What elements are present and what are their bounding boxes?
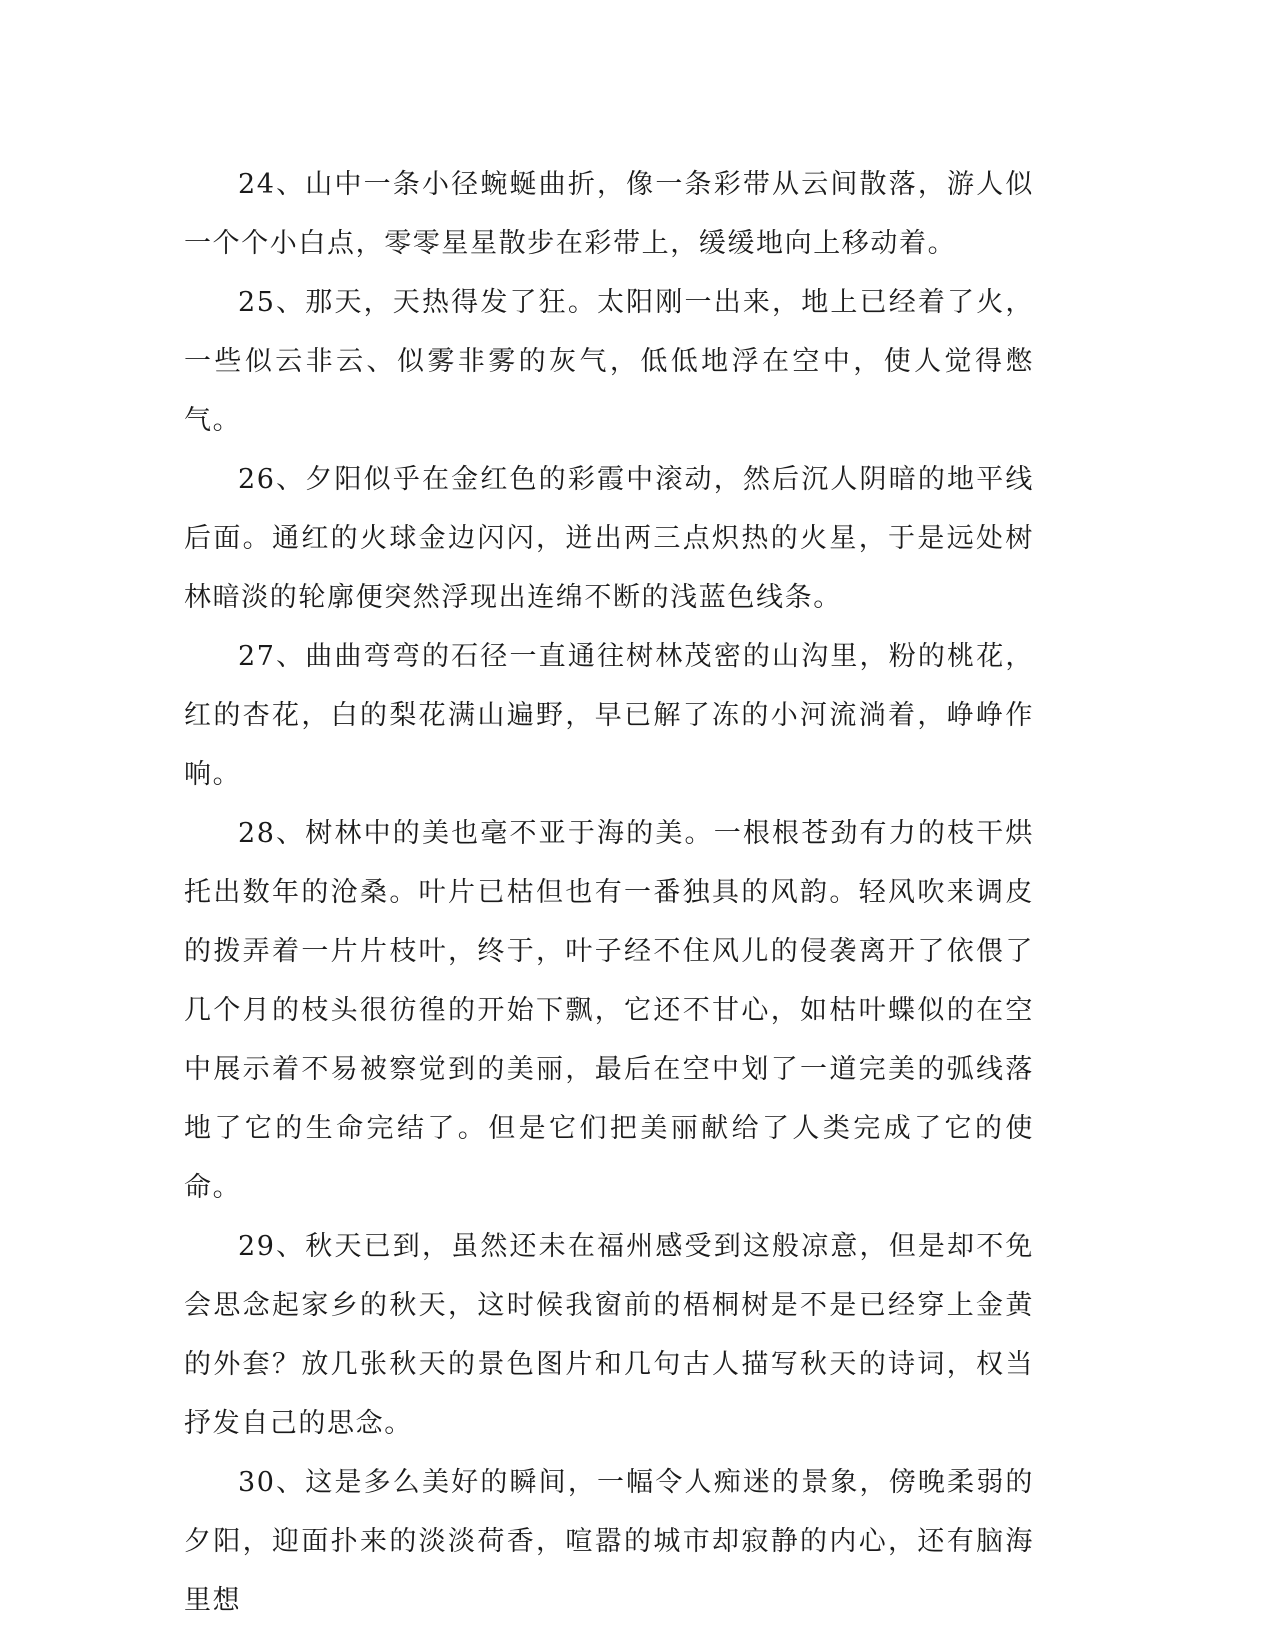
paragraph-27: 27、曲曲弯弯的石径一直通往树林茂密的山沟里，粉的桃花，红的杏花，白的梨花满山遍野，早已解了冻的小河流淌着，峥峥作响。 [184,641,1034,790]
paragraph-29: 29、秋天已到，虽然还未在福州感受到这般凉意，但是却不免会思念起家乡的秋天，这时候我窗前的梧桐树是不是已经穿上金黄的外套？放几张秋天的景色图片和几句古人描写秋天的诗词，权当抒发自己的思念。 [184,1231,1034,1439]
paragraph-28: 28、树林中的美也毫不亚于海的美。一根根苍劲有力的枝干烘托出数年的沧桑。叶片已枯但也有一番独具的风韵。轻风吹来调皮的拨弄着一片片枝叶，终于，叶子经不住风儿的侵袭离开了依偎了几个月的枝头很彷徨的开始下飘，它还不甘心，如枯叶蝶似的在空中展示着不易被察觉到的美丽，最后在空中划了一道完美的弧线落地了它的生命完结了。但是它们把美丽献给了人类完成了它的使命。 [184,818,1034,1203]
paragraph-30: 30、这是多么美好的瞬间，一幅令人痴迷的景象，傍晚柔弱的夕阳，迎面扑来的淡淡荷香，喧嚣的城市却寂静的内心，还有脑海里想 [184,1467,1034,1616]
paragraph-25: 25、那天，天热得发了狂。太阳刚一出来，地上已经着了火，一些似云非云、似雾非雾的灰气，低低地浮在空中，使人觉得憋气。 [184,287,1034,436]
paragraph-26: 26、夕阳似乎在金红色的彩霞中滚动，然后沉人阴暗的地平线后面。通红的火球金边闪闪，迸出两三点炽热的火星，于是远处树林暗淡的轮廓便突然浮现出连绵不断的浅蓝色线条。 [184,464,1034,613]
paragraph-24: 24、山中一条小径蜿蜒曲折，像一条彩带从云间散落，游人似一个个小白点，零零星星散步在彩带上，缓缓地向上移动着。 [184,169,1034,259]
document-body [184,155,1034,1630]
